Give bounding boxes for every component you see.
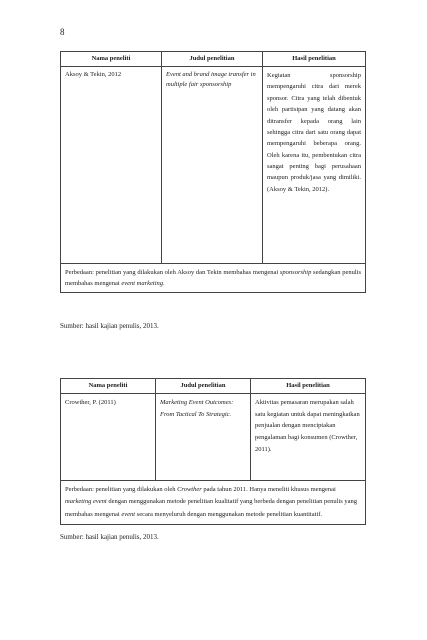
note-text: pada tahun 2011. Hanya meneliti khusus mengenai bbox=[201, 486, 336, 493]
page-number: 8 bbox=[60, 27, 65, 37]
note-text: secara menyeluruh dengan menggunakan metode penelitian kuantitatif. bbox=[135, 510, 323, 518]
note-text: . bbox=[163, 280, 165, 288]
note-text: Perbedaan: penelitian yang dilakukan oleh bbox=[65, 486, 178, 493]
note-emphasis: sponsorship bbox=[279, 269, 312, 276]
note-text: dengan menggunakan metode penelitian kualitatif yang berbeda dengan penelitian penulis yang membahas mengenai bbox=[65, 498, 358, 518]
table-note-row bbox=[61, 264, 366, 293]
table-row bbox=[61, 67, 366, 264]
difference-note bbox=[61, 481, 366, 525]
header-author: Nama peneliti bbox=[61, 52, 162, 67]
difference-note bbox=[61, 264, 366, 293]
note-emphasis: Crowther bbox=[177, 486, 202, 493]
note-emphasis: event marketing bbox=[121, 280, 164, 288]
cell-title: Event and brand image transfer in multiple fair sponsorship bbox=[162, 67, 263, 264]
note-text: sedangkan penulis membahas mengenai bbox=[65, 269, 361, 288]
cell-author: Crowther, P. (2011) bbox=[61, 394, 156, 481]
cell-author: Aksoy & Tekin, 2012 bbox=[61, 67, 162, 264]
cell-result: Aktivitas pemasaran merupakan salah satu kegiatan untuk dapat meningkatkan penjualan dengan menciptakan pengalaman bagi konsumen (Crowther, 2011). bbox=[251, 394, 366, 481]
header-author: Nama peneliti bbox=[61, 379, 156, 394]
source-caption-2: Sumber: hasil kajian penulis, 2013. bbox=[60, 533, 159, 541]
table-row bbox=[61, 394, 366, 481]
research-table-1 bbox=[60, 51, 366, 293]
note-emphasis: marketing event bbox=[65, 498, 107, 506]
research-table-2 bbox=[60, 378, 366, 525]
note-text: Perbedaan: penelitian yang dilakukan oleh Aksoy dan Tekin membahas mengenai bbox=[65, 269, 280, 276]
header-result: Hasil penelitian bbox=[263, 52, 366, 67]
source-caption-1: Sumber: hasil kajian penulis, 2013. bbox=[60, 322, 159, 330]
note-emphasis: event bbox=[121, 510, 136, 518]
header-title: Judul penelitian bbox=[156, 379, 251, 394]
table-note-row bbox=[61, 481, 366, 525]
cell-result: Kegiatan sponsorship mempengaruhi citra dari merek sponsor. Citra yang telah dibentuk oleh partisipan yang datang akan ditransfer kepada orang lain sehingga citra dari satu orang dapat mempengaruhi beberapa orang. Oleh karena itu, pembentukan citra sangat penting bagi perusahaan maupun produk/jasa yang dimiliki. (Aksoy & Tekin, 2012). bbox=[263, 67, 366, 264]
header-title: Judul penelitian bbox=[162, 52, 263, 67]
cell-title: Marketing Event Outcomes: From Tactical To Strategic. bbox=[156, 394, 251, 481]
header-result: Hasil penelitian bbox=[251, 379, 366, 394]
